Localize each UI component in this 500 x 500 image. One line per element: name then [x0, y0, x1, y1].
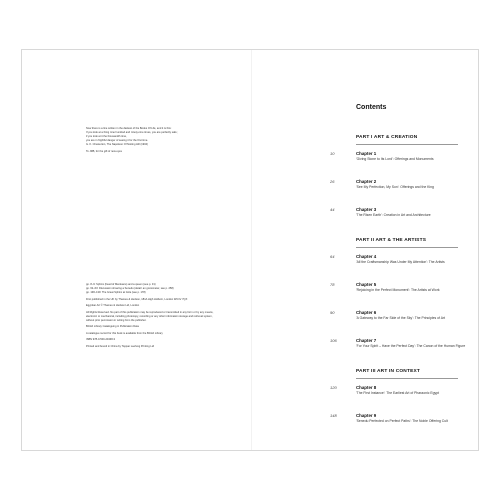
chapter-title: 'All the Craftsmanship Was Under My Attention': The Artists — [356, 260, 445, 264]
epigraph-line: If you look at a thing nine hundred and ninety-nine times, you are perfectly safe; — [86, 131, 178, 134]
contents-title: Contents — [356, 104, 387, 111]
printer-line: Printed and bound in China by Toppan Leefung Printing Ltd — [86, 344, 155, 348]
epigraph-attribution: G. K. Chesterton, The Napoleon Of Notting Hill (1904) — [86, 143, 148, 146]
page-number: 106 — [330, 338, 337, 343]
imprint-block — [86, 283, 216, 351]
cataloguing-heading: British Library Cataloguing in Publication Data — [86, 325, 139, 328]
part-heading: PART I ART & CREATION — [356, 135, 458, 145]
part-heading: PART II ART & THE ARTISTS — [356, 238, 458, 248]
book-spread — [21, 49, 479, 451]
picture-credit: pp. 8–9: Sphinx (head of Menkaure) and a queen (see p. 31) — [86, 283, 156, 286]
toc-entry[interactable] — [330, 338, 470, 360]
chapter-label: Chapter 4 — [356, 254, 377, 259]
rights-notice: All Rights Reserved. No part of this publication may be reproduced or transmitted in any form or by any means, electronic or mechanical, including photocopy, recording or any other information storage and retrieval system, without prior permission in writing from the publisher. — [86, 310, 214, 322]
dedication: To JRB, for the gift of new eyes — [86, 150, 122, 153]
page-number: 26 — [330, 179, 335, 184]
catalogue-record: A catalogue record for this book is available from the British Library — [86, 331, 163, 335]
toc-entry[interactable] — [330, 207, 470, 229]
picture-credit: pp. 138–139: The Great Sphinx at Giza (see p. 178) — [86, 291, 146, 294]
table-of-contents — [330, 135, 470, 435]
chapter-title: 'The First Instance': The Earliest Art of Pharaonic Egypt — [356, 391, 440, 395]
page-number: 44 — [330, 207, 335, 212]
toc-entry[interactable] — [330, 254, 470, 276]
chapter-title: 'Senedu Perfected on Perfect Paths': The Noble Offering Cult — [356, 419, 448, 423]
epigraph-line: if you look at it the thousandth time, — [86, 135, 127, 138]
isbn: ISBN 978-0-500-20438-3 — [86, 338, 115, 341]
page-number: 90 — [330, 310, 335, 315]
toc-entry[interactable] — [330, 310, 470, 332]
chapter-label: Chapter 1 — [356, 151, 377, 156]
chapter-label: Chapter 8 — [356, 385, 377, 390]
toc-entry[interactable] — [330, 151, 470, 173]
chapter-title: 'Rejoicing in the Perfect Monument': The Artists at Work — [356, 288, 440, 292]
left-page — [22, 50, 251, 450]
picture-credit: pp. 62–63: Discussion showing a Senedu (detail: an goniometer, see p. 258) — [86, 287, 174, 290]
toc-entry[interactable] — [330, 413, 470, 435]
epigraph-line: Now there is a line written in the darkest of the Books Of Life, and it is this: — [86, 127, 172, 130]
toc-entry[interactable] — [330, 282, 470, 304]
right-page — [252, 50, 480, 450]
part-spacer — [330, 229, 470, 238]
chapter-label: Chapter 9 — [356, 413, 377, 418]
epigraph — [86, 127, 206, 154]
chapter-title: 'See My Perfection, My Son': Offerings and the King — [356, 185, 434, 189]
publisher-line: First published in the UK by Thames & Hudson, 181A High Holborn, London WC1V 7QX — [86, 297, 188, 301]
chapter-label: Chapter 3 — [356, 207, 377, 212]
toc-entry[interactable] — [330, 179, 470, 201]
chapter-title: 'The Risen Earth': Creation in Art and Architecture — [356, 213, 431, 217]
chapter-title: 'For Your Spirit – Have the Perfect Day': The Canon of the Human Figure — [356, 344, 466, 348]
chapter-title: 'Giving Stone to Its Lord': Offerings and Monuments — [356, 157, 434, 161]
page-number: 64 — [330, 254, 335, 259]
page-number: 148 — [330, 413, 337, 418]
toc-entry[interactable] — [330, 385, 470, 407]
part-heading: PART III ART IN CONTEXT — [356, 369, 458, 379]
chapter-label: Chapter 6 — [356, 310, 377, 315]
copyright-line: Egyptian Art © Thames & Hudson Ltd, London — [86, 304, 140, 307]
page-number: 10 — [330, 151, 335, 156]
chapter-label: Chapter 7 — [356, 338, 377, 343]
page-number: 78 — [330, 282, 335, 287]
page-number: 120 — [330, 385, 337, 390]
chapter-label: Chapter 5 — [356, 282, 377, 287]
chapter-label: Chapter 2 — [356, 179, 377, 184]
chapter-title: 'A Gateway to the Far Side of the Sky': The Principles of Art — [356, 316, 446, 320]
epigraph-line: you are in frightful danger of seeing it for the first time. — [86, 139, 148, 142]
part-spacer — [330, 360, 470, 369]
